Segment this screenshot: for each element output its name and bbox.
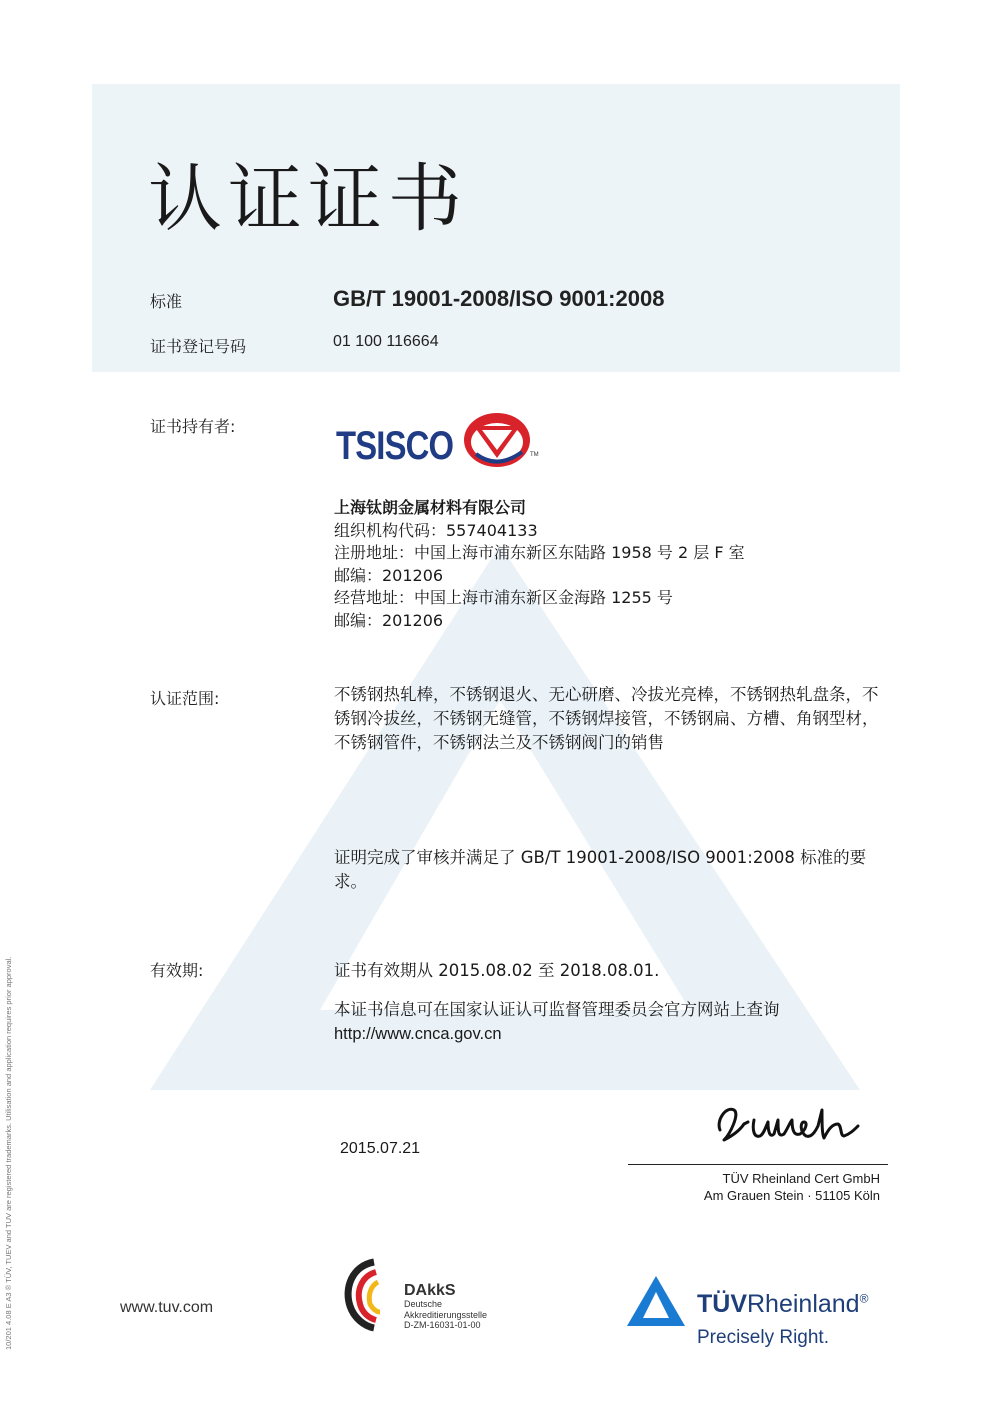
tuv-brand-rest: Rheinland <box>747 1290 860 1318</box>
holder-business-address: 经营地址：中国上海市浦东新区金海路 1255 号 <box>334 588 673 607</box>
info-description: 本证书信息可在国家认证认可监督管理委员会官方网站上查询 <box>334 1000 780 1019</box>
issuer-name: TÜV Rheinland Cert GmbH <box>722 1171 880 1186</box>
holder-postcode-2: 邮编：201206 <box>334 610 444 630</box>
issue-date: 2015.07.21 <box>340 1140 421 1157</box>
issuer-block <box>628 1170 880 1204</box>
standard-value: GB/T 19001-2008/ISO 9001:2008 <box>333 286 665 311</box>
tuv-brand-bold: TÜV <box>697 1290 747 1318</box>
dakks-name: DAkkS <box>404 1282 456 1299</box>
side-legal-note: 10/201 4.08 E A3 ® TÜV, TUEV and TUV are registered trademarks. Utilisation and application requires prior approval. <box>4 956 13 1350</box>
dakks-line2: Akkreditierungsstelle <box>404 1309 488 1320</box>
tsisco-logo-icon <box>462 408 546 470</box>
holder-label: 证书持有者: <box>150 417 236 436</box>
registration-value: 01 100 116664 <box>333 333 439 350</box>
dakks-logo-icon <box>340 1258 404 1334</box>
footer-website[interactable]: www.tuv.com <box>120 1299 214 1316</box>
tuv-brand <box>697 1290 868 1319</box>
tuv-reg-mark: ® <box>859 1291 869 1306</box>
info-text <box>334 998 894 1046</box>
tsisco-tm: TM <box>530 452 539 458</box>
issuer-address: Am Grauen Stein · 51105 Köln <box>703 1188 880 1203</box>
holder-org-code: 组织机构代码：557404133 <box>334 520 538 540</box>
certificate-title: 认证证书 <box>148 156 468 242</box>
dakks-line1: Deutsche <box>404 1299 443 1309</box>
holder-postcode-1: 邮编：201206 <box>334 565 444 585</box>
signature <box>712 1100 872 1152</box>
info-url[interactable]: http://www.cnca.gov.cn <box>334 1025 502 1043</box>
standard-label: 标准 <box>150 292 183 311</box>
tuv-triangle-icon <box>625 1274 687 1330</box>
scope-text: 不锈钢热轧棒，不锈钢退火、无心研磨、冷拔光亮棒，不锈钢热轧盘条，不锈钢冷拔丝，不锈钢无缝管，不锈钢焊接管，不锈钢扁、方槽、角钢型材，不锈钢管件，不锈钢法兰及不锈钢阀门的销售 <box>334 685 879 752</box>
registration-label: 证书登记号码 <box>150 337 247 356</box>
tsisco-logo-text: TSISCO <box>336 424 454 468</box>
holder-registered-address: 注册地址：中国上海市浦东新区东陆路 1958 号 2 层 F 室 <box>334 543 745 562</box>
dakks-id: D-ZM-16031-01-00 <box>404 1320 481 1330</box>
validity-label: 有效期: <box>150 961 204 980</box>
validity-text: 证书有效期从 2015.08.02 至 2018.08.01. <box>334 961 660 980</box>
scope-label: 认证范围: <box>150 689 220 708</box>
holder-details <box>334 497 745 632</box>
holder-name: 上海钛朗金属材料有限公司 <box>334 498 527 517</box>
tuv-tagline: Precisely Right. <box>697 1327 829 1348</box>
dakks-text <box>404 1283 487 1331</box>
signature-line <box>628 1164 888 1165</box>
confirmation-text: 证明完成了审核并满足了 GB/T 19001-2008/ISO 9001:2008 标准的要求。 <box>334 848 867 891</box>
